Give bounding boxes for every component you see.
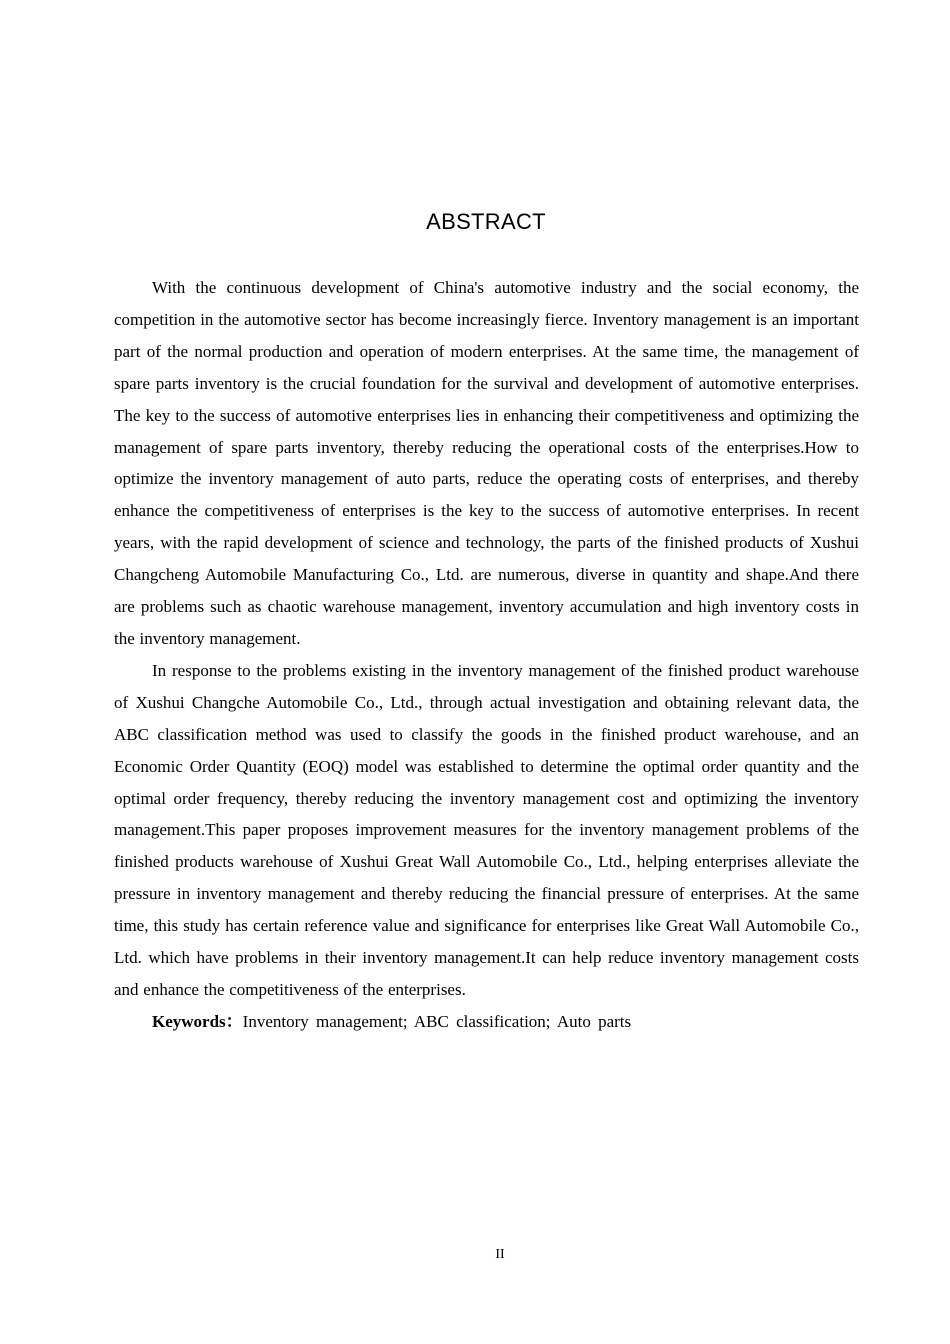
keywords-label: Keywords： bbox=[152, 1011, 243, 1031]
abstract-paragraph-1: With the continuous development of China's automotive industry and the social economy, the competition in the automotive sector has become increasingly fierce. Inventory management is an important part of the normal production and operation of modern enterprises. At the same time, the management of spare parts inventory is the crucial foundation for the survival and development of automotive enterprises. The key to the success of automotive enterprises lies in enhancing their competitiveness and optimizing the management of spare parts inventory, thereby reducing the operational costs of the enterprises.How to optimize the inventory management of auto parts, reduce the operating costs of enterprises, and thereby enhance the competitiveness of enterprises is the key to the success of automotive enterprises. In recent years, with the rapid development of science and technology, the parts of the finished products of Xushui Changcheng Automobile Manufacturing Co., Ltd. are numerous, diverse in quantity and shape.And there are problems such as chaotic warehouse management, inventory accumulation and high inventory costs in the inventory management. bbox=[114, 278, 859, 648]
keywords-text: Inventory management; ABC classification; Auto parts bbox=[242, 1011, 632, 1031]
abstract-body bbox=[114, 272, 859, 1038]
keywords-line bbox=[114, 1006, 859, 1038]
abstract-paragraph-2: In response to the problems existing in the inventory management of the finished product warehouse of Xushui Changche Automobile Co., Ltd., through actual investigation and obtaining relevant data, the ABC classification method was used to classify the goods in the finished product warehouse, and an Economic Order Quantity (EOQ) model was established to determine the optimal order quantity and the optimal order frequency, thereby reducing the inventory management cost and optimizing the inventory management.This paper proposes improvement measures for the inventory management problems of the finished products warehouse of Xushui Great Wall Automobile Co., Ltd., helping enterprises alleviate the pressure in inventory management and thereby reducing the financial pressure of enterprises. At the same time, this study has certain reference value and significance for enterprises like Great Wall Automobile Co., Ltd. which have problems in their inventory management.It can help reduce inventory management costs and enhance the competitiveness of the enterprises. bbox=[114, 660, 859, 999]
abstract-title: ABSTRACT bbox=[426, 209, 546, 234]
page-number: II bbox=[495, 1247, 505, 1262]
